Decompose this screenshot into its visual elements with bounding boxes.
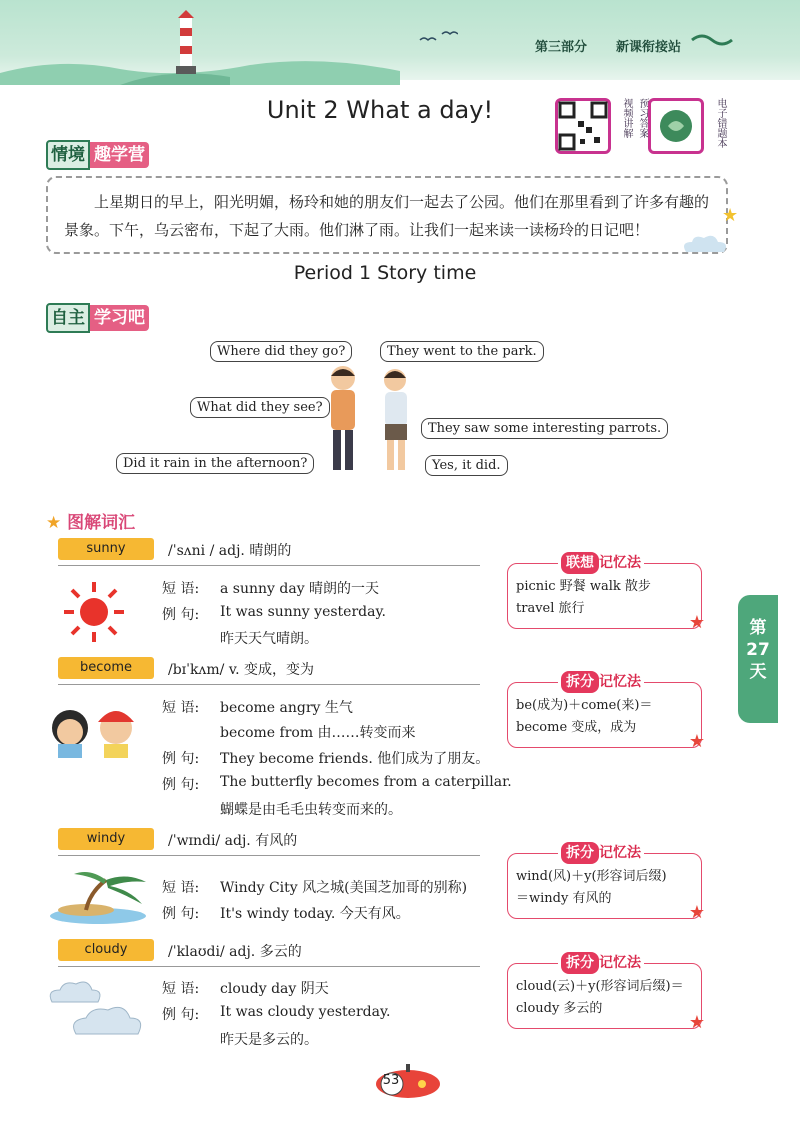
badge-part-a: 情境: [46, 140, 90, 170]
memory-title-text: 记忆法: [599, 674, 641, 690]
divider: [58, 855, 480, 856]
example-cn-sunny: 昨天天气晴朗。: [220, 631, 318, 647]
example-become-2: The butterfly becomes from a caterpillar.: [220, 774, 512, 790]
memory-title-pill: 联想: [561, 552, 599, 574]
section-badge-context: [46, 140, 149, 166]
memory-title-text: 记忆法: [599, 955, 641, 971]
sun-icon: [62, 580, 126, 644]
star-icon: ★: [688, 612, 705, 633]
divider: [58, 684, 480, 685]
memory-line-1: cloud(云)＋y(形容词后缀)＝: [516, 979, 684, 994]
hills-decoration: [0, 55, 800, 85]
section-label: 新课衔接站: [616, 40, 682, 55]
example-label: 例 句:: [162, 906, 200, 922]
memory-line-2: travel 旅行: [516, 601, 585, 616]
birds-icon: [418, 28, 458, 46]
example-label: 例 句:: [162, 1007, 200, 1023]
dialogue-question-2: What did they see?: [190, 397, 330, 418]
star-icon: ★: [46, 513, 62, 533]
two-children-illustration: [315, 362, 425, 482]
badge-part-b: 趣学营: [90, 142, 149, 168]
memory-line-1: picnic 野餐 walk 散步: [516, 579, 651, 594]
memory-line-2: become 变成，成为: [516, 720, 637, 735]
dialogue-question-1: Where did they go?: [210, 341, 352, 362]
word-tag-windy: windy: [58, 828, 154, 850]
star-icon: ★: [722, 205, 739, 226]
star-icon: ★: [688, 731, 705, 752]
qr-code-mistakes[interactable]: [648, 98, 704, 154]
word-tag-become: become: [58, 657, 154, 679]
phrase-label: 短 语:: [162, 581, 200, 597]
star-icon: ★: [688, 1012, 705, 1033]
memory-line-1: wind(风)＋y(形容词后缀): [516, 869, 667, 884]
memory-line-1: be(成为)＋come(来)＝: [516, 698, 653, 713]
dialogue-answer-1: They went to the park.: [380, 341, 544, 362]
page-number: 53: [382, 1073, 400, 1088]
example-label: 例 句:: [162, 777, 200, 793]
word-tag-cloudy: cloudy: [58, 939, 154, 961]
example-cn-become-2: 蝴蝶是由毛毛虫转变而来的。: [220, 802, 402, 818]
memory-title-text: 记忆法: [599, 845, 641, 861]
clouds-icon: [46, 978, 146, 1042]
phonetic-become: /bɪˈkʌm/ v. 变成，变为: [168, 662, 314, 678]
phrase-become-2: become from 由……转变而来: [220, 725, 416, 741]
phrase-sunny: a sunny day 晴朗的一天: [220, 581, 380, 597]
example-become: They become friends. 他们成为了朋友。: [220, 751, 490, 767]
example-cloudy: It was cloudy yesterday.: [220, 1004, 391, 1020]
memory-box-become: [507, 674, 705, 752]
vocab-heading-text: 图解词汇: [67, 513, 136, 533]
memory-title: [558, 952, 644, 974]
memory-title-pill: 拆分: [561, 671, 599, 693]
example-label: 例 句:: [162, 751, 200, 767]
memory-title-pill: 拆分: [561, 842, 599, 864]
cloud-icon: [680, 232, 730, 254]
phonetic-cloudy: /ˈklaʊdi/ adj. 多云的: [168, 944, 302, 960]
unit-title: Unit 2 What a day!: [266, 96, 494, 124]
period-title: Period 1 Story time: [293, 262, 477, 284]
phonetic-windy: /ˈwɪndi/ adj. 有风的: [168, 833, 298, 849]
header-wave-icon: [690, 30, 740, 50]
example-windy: It's windy today. 今天有风。: [220, 906, 410, 922]
phonetic-sunny: /ˈsʌni / adj. 晴朗的: [168, 543, 292, 559]
memory-title-pill: 拆分: [561, 952, 599, 974]
windy-palm-icon: [46, 864, 150, 926]
qr-code-video[interactable]: [555, 98, 611, 154]
phrase-label: 短 语:: [162, 700, 200, 716]
dialogue-answer-3: Yes, it did.: [425, 455, 508, 476]
dialogue-question-3: Did it rain in the afternoon?: [116, 453, 314, 474]
example-sunny: It was sunny yesterday.: [220, 604, 386, 620]
memory-box-sunny: [507, 555, 705, 633]
phrase-label: 短 语:: [162, 981, 200, 997]
qr-label-video: 视频讲解: [621, 98, 632, 138]
memory-line-2: ＝windy 有风的: [516, 891, 612, 906]
phrase-become: become angry 生气: [220, 700, 353, 716]
qr-label-answers: 预习答案: [637, 98, 648, 138]
dialogue-answer-2: They saw some interesting parrots.: [421, 418, 668, 439]
qr-label-mistakes: 电子错题本: [715, 98, 726, 148]
memory-box-windy: [507, 845, 705, 923]
memory-box-cloudy: [507, 955, 705, 1033]
lighthouse-icon: [166, 8, 206, 78]
divider: [58, 565, 480, 566]
side-tab-line-2: 27: [746, 640, 770, 660]
memory-title: [558, 552, 644, 574]
memory-title: [558, 842, 644, 864]
star-icon: ★: [688, 902, 705, 923]
children-faces-icon: [46, 696, 142, 760]
intro-box: 上星期日的早上，阳光明媚，杨玲和她的朋友们一起去了公园。他们在那里看到了许多有趣的景象。下午，乌云密布，下起了大雨。他们淋了雨。让我们一起来读一读杨玲的日记吧！: [46, 176, 728, 254]
example-label: 例 句:: [162, 607, 200, 623]
day-side-tab: [738, 595, 778, 723]
badge-part-b: 学习吧: [90, 305, 149, 331]
word-tag-sunny: sunny: [58, 538, 154, 560]
memory-title: [558, 671, 644, 693]
qr-code-icon: [558, 101, 608, 151]
vocab-heading: [46, 508, 135, 533]
phrase-cloudy: cloudy day 阴天: [220, 981, 329, 997]
part-label: 第三部分: [535, 40, 588, 55]
phrase-label: 短 语:: [162, 880, 200, 896]
side-tab-line-3: 天: [749, 662, 767, 682]
phrase-windy: Windy City 风之城(美国芝加哥的别称): [220, 880, 468, 896]
side-tab-line-1: 第: [749, 618, 767, 638]
memory-line-2: cloudy 多云的: [516, 1001, 603, 1016]
qr-code-icon: [651, 101, 701, 151]
badge-part-a: 自主: [46, 303, 90, 333]
example-cn-cloudy: 昨天是多云的。: [220, 1032, 318, 1048]
section-badge-selfstudy: [46, 303, 149, 329]
divider: [58, 966, 480, 967]
memory-title-text: 记忆法: [599, 555, 641, 571]
